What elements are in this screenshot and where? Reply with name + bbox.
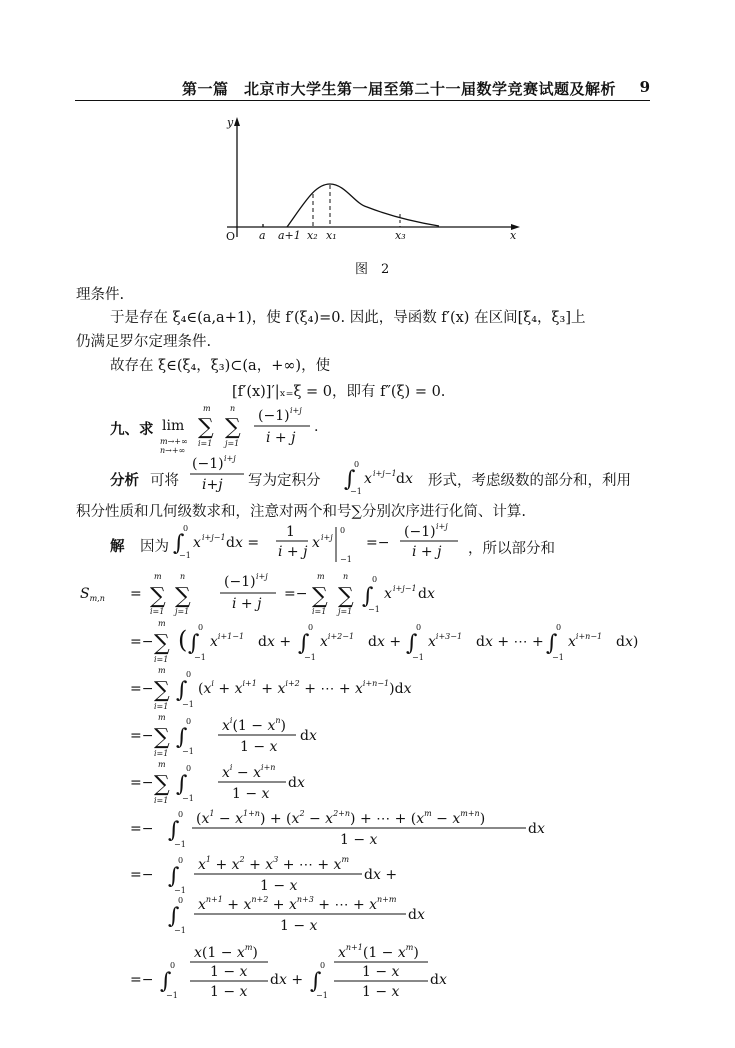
svg-text:Sm,n: $S_{m,n}$: [80, 586, 105, 603]
svg-text:−1: −1: [166, 991, 178, 1000]
analysis-line-2: 积分性质和几何级数求和，注意对两个和号∑分别次序进行化简、计算.: [76, 504, 526, 520]
svg-text:∫: ∫: [188, 631, 200, 656]
svg-text:i=1: i=1: [150, 607, 165, 616]
svg-text:−1: −1: [179, 551, 191, 560]
svg-text:0: 0: [178, 896, 184, 905]
svg-text:(−1): (−1): [192, 456, 224, 472]
svg-text:0: 0: [320, 961, 326, 970]
svg-text:i=1: i=1: [154, 702, 169, 711]
label-a1: a+1: [278, 229, 301, 242]
svg-text:1 − x: 1 − x: [260, 878, 298, 894]
svg-text:i + j: i + j: [266, 430, 296, 446]
text-line-2: 于是存在 ξ₄∈(a,a+1)，使 f′(ξ₄)=0. 因此，导函数 f′(x) 在区间[ξ₄，ξ₃]上: [110, 310, 586, 326]
svg-text:i+j: i+j: [436, 522, 448, 531]
svg-text:−1: −1: [340, 555, 352, 564]
svg-text:−1: −1: [174, 926, 186, 935]
partial-sum-line-3: [130, 666, 412, 711]
text-line-5: [f′(x)]′|ₓ₌ξ = 0，即有 f″(ξ) = 0.: [232, 384, 446, 400]
svg-text:=−: =−: [130, 634, 154, 650]
partial-sum-line-2: [130, 619, 638, 664]
svg-text:1 − x: 1 − x: [240, 739, 278, 755]
svg-text:dx): dx): [616, 634, 639, 650]
svg-text:i+j: i+j: [256, 572, 268, 581]
label-y: y: [227, 116, 234, 129]
svg-text:0: 0: [186, 670, 192, 679]
svg-text:n: n: [230, 404, 236, 413]
svg-text:∫: ∫: [160, 969, 172, 994]
svg-text:i=1: i=1: [154, 749, 169, 758]
svg-text:m: m: [158, 713, 166, 722]
svg-text:∫: ∫: [310, 969, 322, 994]
svg-text:=−: =−: [130, 972, 154, 988]
svg-text:i+j: i+j: [202, 477, 223, 493]
svg-text:∑: ∑: [312, 584, 328, 609]
svg-text:m→+∞: m→+∞: [160, 437, 188, 446]
svg-text:=−: =−: [130, 681, 154, 697]
svg-text:m: m: [317, 572, 325, 581]
page-number: 9: [639, 78, 650, 96]
svg-text:(−1): (−1): [404, 524, 436, 540]
svg-text:∑: ∑: [175, 584, 191, 609]
svg-text:∑: ∑: [338, 584, 354, 609]
svg-text:i+j: i+j: [224, 454, 236, 463]
svg-text:∫: ∫: [176, 678, 188, 703]
svg-text:−1: −1: [350, 487, 362, 496]
svg-text:x: x: [193, 535, 201, 551]
svg-text:−1: −1: [182, 794, 194, 803]
svg-text:xi − xi+n: $x^i - x^{i+n}$: [222, 763, 276, 781]
svg-text:n: n: [180, 572, 186, 581]
svg-text:dx =: dx =: [226, 535, 260, 551]
svg-text:∫: ∫: [168, 864, 180, 889]
figure-caption: 图 2: [355, 262, 390, 277]
svg-text:∫: ∫: [546, 631, 558, 656]
svg-text:=−: =−: [130, 775, 154, 791]
svg-text:(xi + xi+1 + xi+2 + ⋯ + xi+n−1: ($x^i + x^{i+1} + x^{i+2}$ + ⋯ + $x^{i+n-1})dx$: [198, 679, 412, 697]
svg-text:lim: lim: [162, 418, 185, 434]
svg-text:dx + ⋯ +: dx + ⋯ +: [476, 634, 544, 650]
svg-text:(: (: [178, 626, 188, 654]
partial-sum-line-6: [130, 809, 545, 849]
svg-text:∫: ∫: [362, 584, 374, 609]
svg-text:0: 0: [354, 460, 360, 469]
svg-text:∫: ∫: [176, 725, 188, 750]
label-x1: x₁: [326, 229, 337, 242]
svg-text:0: 0: [198, 623, 204, 632]
label-o: O: [226, 230, 236, 243]
svg-text:m: m: [158, 619, 166, 628]
svg-text:∫: ∫: [176, 772, 188, 797]
svg-text:xn+1(1 − xm): $x^{n+1}(1 - x^m)$: [338, 943, 419, 961]
label-x2: x₂: [307, 229, 318, 242]
svg-text:j=1: j=1: [175, 607, 190, 616]
svg-text:−1: −1: [368, 605, 380, 614]
svg-text:xi+1−1: $x^{i+1-1}$: [210, 632, 245, 650]
solution-label: 解: [110, 538, 125, 555]
svg-text:dx +: dx +: [270, 972, 304, 988]
svg-text:dx: dx: [528, 821, 545, 837]
svg-text:1 − x: 1 − x: [232, 786, 270, 802]
svg-text:m: m: [203, 404, 211, 413]
label-x3: x₃: [395, 229, 406, 242]
svg-text:j=1: j=1: [225, 439, 240, 448]
svg-text:∫: ∫: [406, 631, 418, 656]
solution-a: 因为: [140, 539, 169, 555]
svg-text:0: 0: [340, 526, 346, 535]
svg-text:0: 0: [183, 524, 189, 533]
svg-text:i+j−1: i+j−1: [373, 469, 397, 478]
svg-text:dx: dx: [300, 728, 317, 744]
svg-text:−1: −1: [182, 747, 194, 756]
svg-text:∑: ∑: [154, 631, 170, 656]
svg-text:1 − x: 1 − x: [280, 918, 318, 934]
analysis-label: 分析: [110, 472, 139, 489]
analysis-a: 可将: [150, 473, 179, 489]
svg-text:−1: −1: [412, 653, 424, 662]
svg-text:m: m: [154, 572, 162, 581]
svg-text:dx: dx: [396, 471, 413, 487]
svg-text:0: 0: [186, 717, 192, 726]
solution-formula: [173, 522, 458, 564]
svg-text:=−: =−: [130, 728, 154, 744]
svg-text:0: 0: [170, 961, 176, 970]
svg-text:1 − x: 1 − x: [340, 832, 378, 848]
svg-text:i=1: i=1: [198, 439, 213, 448]
svg-text:−1: −1: [174, 886, 186, 895]
text-line-4: 故存在 ξ∈(ξ₄，ξ₃)⊂(a，+∞)，使: [110, 358, 331, 374]
svg-text:i+j−1: i+j−1: [393, 584, 417, 593]
svg-text:=−: =−: [366, 535, 390, 551]
svg-text:−1: −1: [182, 700, 194, 709]
svg-text:dx +: dx +: [368, 634, 402, 650]
svg-text:(x1 − x1+n) + (x2 − x2+n) + ⋯: $(x^1 - x^{1+n}) + (x^2 - x^{2+n})$ + ⋯ + $(x^m - x^{m+n})$: [196, 809, 486, 827]
svg-text:x: x: [364, 471, 372, 487]
svg-text:=−: =−: [130, 821, 154, 837]
svg-text:0: 0: [308, 623, 314, 632]
svg-text:1: 1: [286, 524, 295, 540]
svg-text:xi(1 − xn): $x^i(1 - x^n)$: [222, 716, 286, 734]
partial-sum-line-5: [130, 760, 305, 805]
header-title: 第一篇 北京市大学生第一届至第二十一届数学竞赛试题及解析: [181, 80, 616, 98]
svg-text:i+j: i+j: [321, 533, 333, 542]
svg-text:−1: −1: [304, 653, 316, 662]
svg-text:i=1: i=1: [154, 796, 169, 805]
svg-text:=: =: [130, 586, 142, 602]
partial-sum-line-7: [130, 855, 397, 895]
svg-text:0: 0: [178, 810, 184, 819]
label-x: x: [510, 229, 517, 242]
svg-text:x(1 − xm): $x(1 - x^m)$: [194, 943, 258, 961]
svg-text:i + j: i + j: [232, 596, 262, 612]
svg-text:x: x: [384, 586, 392, 602]
analysis-b: 写为定积分: [248, 473, 321, 489]
svg-text:1 − x: 1 − x: [210, 984, 248, 1000]
svg-text:0: 0: [186, 764, 192, 773]
svg-text:−1: −1: [194, 653, 206, 662]
partial-sum-line-9: [130, 943, 447, 1000]
svg-text:=−: =−: [130, 867, 154, 883]
svg-text:dx +: dx +: [258, 634, 292, 650]
svg-text:dx: dx: [430, 972, 447, 988]
analysis-c: 形式，考虑级数的部分和，利用: [428, 473, 631, 489]
svg-text:i=1: i=1: [312, 607, 327, 616]
svg-text:xi+2−1: $x^{i+2-1}$: [320, 632, 355, 650]
svg-text:xn+1 + xn+2 + xn+3 + ⋯ + xn+m: $x^{n+1} + x^{n+2} + x^{n+3}$ + ⋯ + $x^{n+m}$: [198, 895, 397, 913]
svg-text:x: x: [312, 535, 320, 551]
svg-text:i + j: i + j: [412, 544, 442, 560]
label-a: a: [259, 229, 266, 242]
svg-text:i=1: i=1: [154, 655, 169, 664]
svg-text:−1: −1: [316, 991, 328, 1000]
svg-text:0: 0: [372, 575, 378, 584]
partial-sum-line-4: [130, 713, 317, 758]
svg-text:(−1): (−1): [258, 408, 290, 424]
text-line-1: 理条件.: [76, 287, 125, 303]
question-formula: [160, 404, 318, 455]
svg-text:dx +: dx +: [364, 867, 398, 883]
svg-text:1 − x: 1 − x: [210, 964, 248, 980]
svg-text:0: 0: [178, 856, 184, 865]
partial-sum-line-8: [168, 895, 425, 935]
svg-text:∫: ∫: [298, 631, 310, 656]
svg-text:m: m: [158, 666, 166, 675]
svg-text:1 − x: 1 − x: [362, 964, 400, 980]
svg-text:∑: ∑: [154, 678, 170, 703]
svg-text:(−1): (−1): [224, 574, 256, 590]
svg-text:i+j−1: i+j−1: [202, 533, 226, 542]
svg-text:−1: −1: [174, 840, 186, 849]
svg-text:=−: =−: [284, 586, 308, 602]
svg-text:∫: ∫: [168, 818, 180, 843]
text-line-3: 仍满足罗尔定理条件.: [76, 334, 212, 350]
svg-text:∑: ∑: [198, 415, 214, 440]
svg-text:∑: ∑: [225, 415, 241, 440]
svg-text:0: 0: [416, 623, 422, 632]
svg-text:∑: ∑: [154, 725, 170, 750]
svg-text:∑: ∑: [150, 584, 166, 609]
svg-text:∫: ∫: [344, 467, 356, 492]
svg-text:∑: ∑: [154, 772, 170, 797]
svg-text:n: n: [343, 572, 349, 581]
svg-text:xi+n−1: $x^{i+n-1}$: [568, 632, 603, 650]
svg-text:x1 + x2 + x3 + ⋯ + xm: $x^1 + x^2 + x^3$ + ⋯ + $x^m$: [198, 855, 350, 873]
svg-text:i+j: i+j: [290, 406, 302, 415]
svg-text:0: 0: [556, 623, 562, 632]
question-label: 九、求: [110, 421, 154, 438]
svg-text:dx: dx: [288, 775, 305, 791]
svg-text:xi+3−1: $x^{i+3-1}$: [428, 632, 463, 650]
solution-b: ，所以部分和: [468, 541, 555, 557]
svg-text:i + j: i + j: [278, 544, 308, 560]
svg-text:−1: −1: [552, 653, 564, 662]
partial-sum-line-1: [80, 572, 435, 616]
svg-text:∫: ∫: [168, 904, 180, 929]
svg-text:j=1: j=1: [338, 607, 353, 616]
svg-text:m: m: [158, 760, 166, 769]
svg-text:1 − x: 1 − x: [362, 984, 400, 1000]
svg-text:n→+∞: n→+∞: [160, 446, 186, 455]
svg-text:.: .: [314, 419, 319, 435]
svg-text:∫: ∫: [173, 531, 185, 556]
svg-text:dx: dx: [408, 907, 425, 923]
svg-text:dx: dx: [418, 586, 435, 602]
